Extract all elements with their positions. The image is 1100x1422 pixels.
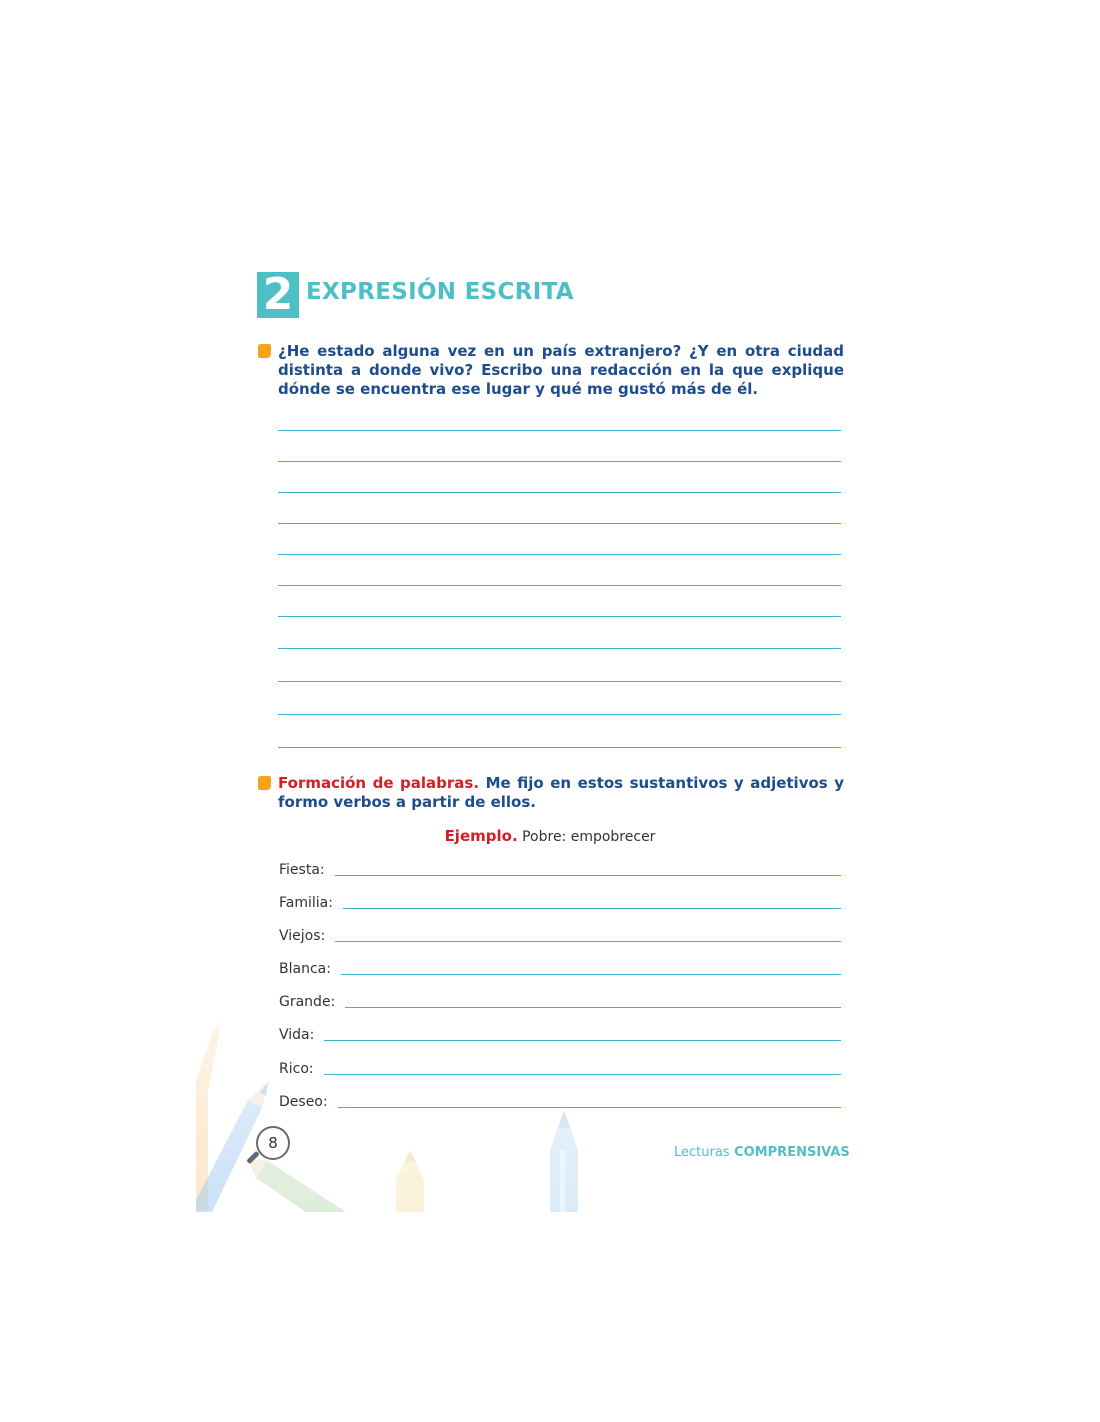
answer-line[interactable] <box>335 875 841 876</box>
exercise-1-prompt: ¿He estado alguna vez en un país extranjero? ¿Y en otra ciudad distinta a donde vivo? Escribo una redacción en la que explique dónde se encuentra ese lugar y qué me gustó más de él. <box>278 342 844 398</box>
exercise-2-heading: Formación de palabras. <box>278 774 480 792</box>
word-label: Fiesta: <box>279 862 325 878</box>
writing-line[interactable] <box>278 714 841 715</box>
word-row-deseo <box>279 1089 841 1111</box>
answer-line[interactable] <box>345 1007 841 1008</box>
word-row-vida <box>279 1022 841 1044</box>
example-label: Ejemplo. <box>444 827 518 845</box>
word-row-blanca <box>279 956 841 978</box>
word-row-rico <box>279 1056 841 1078</box>
section-number-badge: 2 <box>257 272 299 318</box>
writing-line[interactable] <box>278 616 841 617</box>
answer-line[interactable] <box>341 974 841 975</box>
answer-line[interactable] <box>324 1040 841 1041</box>
answer-line[interactable] <box>343 908 841 909</box>
exercise-2-prompt <box>278 774 844 812</box>
section-title: EXPRESIÓN ESCRITA <box>306 279 574 305</box>
book-title-comprensivas: COMPRENSIVAS <box>734 1145 850 1160</box>
exercise-1-bullet-icon <box>258 344 271 358</box>
example-line <box>0 827 1100 845</box>
answer-line[interactable] <box>335 941 841 942</box>
writing-line[interactable] <box>278 747 841 748</box>
word-label: Viejos: <box>279 928 326 944</box>
exercise-2-instruction: Me fijo en estos sustantivos y adjetivos y formo verbos a partir de ellos. <box>278 774 844 811</box>
writing-line[interactable] <box>278 585 841 586</box>
exercise-2-bullet-icon <box>258 776 271 790</box>
word-label: Blanca: <box>279 961 331 977</box>
word-label: Rico: <box>279 1061 314 1077</box>
book-title-lecturas: Lecturas <box>674 1145 730 1160</box>
answer-line[interactable] <box>338 1107 841 1108</box>
answer-line[interactable] <box>324 1074 841 1075</box>
word-row-fiesta <box>279 857 841 879</box>
book-title <box>674 1145 850 1160</box>
writing-line[interactable] <box>278 461 841 462</box>
writing-line[interactable] <box>278 492 841 493</box>
example-text: Pobre: empobrecer <box>522 829 656 845</box>
word-row-familia <box>279 890 841 912</box>
word-row-viejos <box>279 923 841 945</box>
writing-line[interactable] <box>278 554 841 555</box>
page-number: 8 <box>256 1126 290 1160</box>
writing-line[interactable] <box>278 681 841 682</box>
writing-line[interactable] <box>278 430 841 431</box>
writing-line[interactable] <box>278 648 841 649</box>
word-label: Vida: <box>279 1027 315 1043</box>
word-label: Grande: <box>279 994 336 1010</box>
word-row-grande <box>279 989 841 1011</box>
word-label: Familia: <box>279 895 333 911</box>
word-label: Deseo: <box>279 1094 328 1110</box>
writing-line[interactable] <box>278 523 841 524</box>
